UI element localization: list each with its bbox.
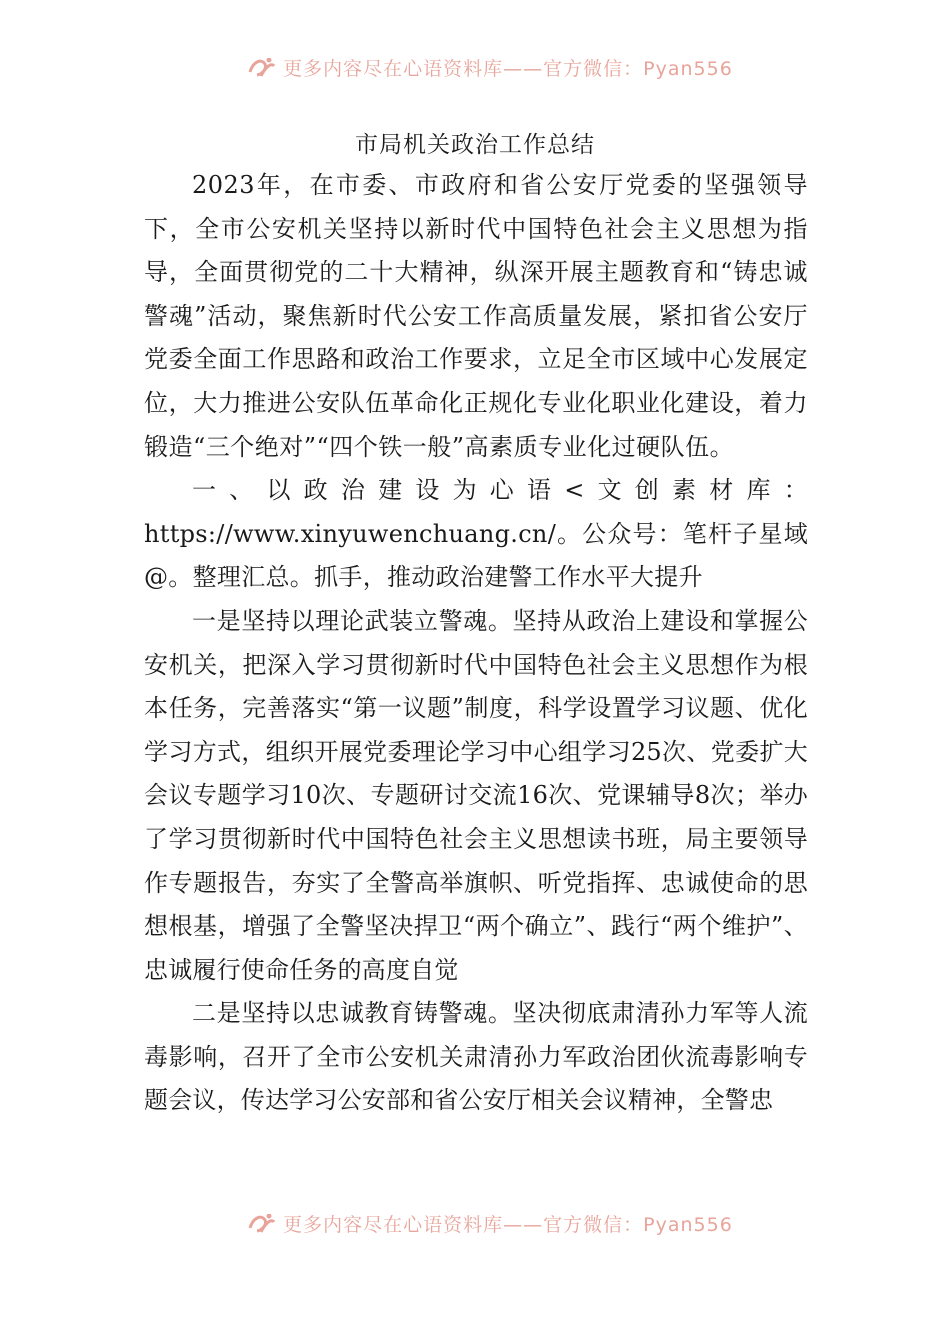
watermark-text: 更多内容尽在心语资料库——官方微信：Pyan556 (283, 1214, 733, 1236)
logo-icon (247, 1214, 277, 1236)
watermark-text: 更多内容尽在心语资料库——官方微信：Pyan556 (283, 58, 733, 80)
header-watermark (0, 58, 950, 92)
paragraph-point-two: 二是坚持以忠诚教育铸警魂。坚决彻底肃清孙力军等人流毒影响，召开了全市公安机关肃清孙力军政治团伙流毒影响专题会议，传达学习公安部和省公安厅相关会议精神，全警忠 (144, 999, 808, 1115)
paragraph-point-one: 一是坚持以理论武装立警魂。坚持从政治上建设和掌握公安机关，把深入学习贯彻新时代中国特色社会主义思想作为根本任务，完善落实“第一议题”制度，科学设置学习议题、优化学习方式，组织开展党委理论学习中心组学习25次、党委扩大会议专题学习10次、专题研讨交流16次、党课辅导8次；举办了学习贯彻新时代中国特色社会主义思想读书班，局主要领导作专题报告，夯实了全警高举旗帜、听党指挥、忠诚使命的思想根基，增强了全警坚决捍卫“两个确立”、践行“两个维护”、忠诚履行使命任务的高度自觉 (144, 606, 808, 984)
paragraph-intro: 2023年，在市委、市政府和省公安厅党委的坚强领导下，全市公安机关坚持以新时代中国特色社会主义思想为指导，全面贯彻党的二十大精神，纵深开展主题教育和“铸忠诚警魂”活动，聚焦新时代公安工作高质量发展，紧扣省公安厅党委全面工作思路和政治工作要求，立足全市区域中心发展定位，大力推进公安队伍革命化正规化专业化职业化建设，着力锻造“三个绝对”“四个铁一般”高素质专业化过硬队伍。 (144, 171, 808, 461)
logo-icon (247, 58, 277, 80)
document-title: 市局机关政治工作总结 (355, 132, 595, 158)
paragraph-section-one: 一、以政治建设为心语<文创素材库：https://www.xinyuwenchuang.cn/。公众号：笔杆子星域@。整理汇总。抓手，推动政治建警工作水平大提升 (144, 476, 808, 592)
footer-watermark (0, 1214, 950, 1248)
document-body (144, 164, 808, 1123)
